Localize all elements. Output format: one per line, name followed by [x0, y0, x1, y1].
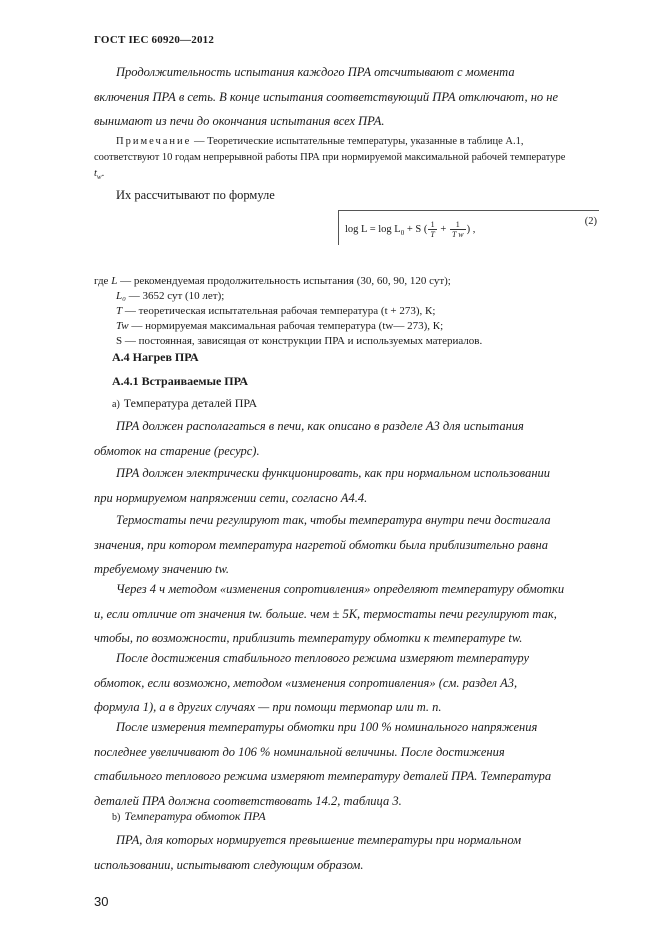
note-symbol-sub: w — [96, 173, 102, 182]
legend-item: Tw — нормируемая максимальная рабочая температура (tw— 273), К; — [116, 320, 444, 332]
text-line: Продолжительность испытания каждого ПРА отсчитывают с момента — [116, 65, 515, 79]
paragraph-stable-regime: После достижения стабильного теплового режима измеряют температуру обмоток, если возможно, методом «изменения сопротивления» (см. раздел А3, формула 1), а в других случаях — при помощи термопар или т. п. — [94, 651, 530, 714]
paragraph-placement: ПРА должен располагаться в печи, как описано в разделе А3 для испытания обмоток на старение (ресурс). — [94, 419, 524, 458]
formula-box — [338, 210, 599, 245]
paragraph-thermostats: Термостаты печи регулируют так, чтобы температура внутри печи достигала значения, при котором температура нагретой обмотки была приблизительно равна требуемому значению tw. — [94, 513, 551, 576]
paragraph-operation: ПРА должен электрически функционировать, как при нормальном использовании при нормируемом напряжении сети, согласно А4.4. — [94, 466, 551, 505]
note-text: — Теоретические испытательные температуры, указанные в таблице А.1, — [191, 136, 524, 147]
formula-legend — [94, 274, 597, 349]
legend-item: где L — рекомендуемая продолжительность испытания (30, 60, 90, 120 сут); — [94, 275, 451, 287]
page-number: 30 — [94, 894, 109, 909]
paragraph-resistance-method: Через 4 ч методом «изменения сопротивления» определяют температуру обмотки и, если отличие от значения tw. больше. чем ± 5К, термостаты печи регулируют так, чтобы, по возможности, приблизить температуру обмотки к температуре tw. — [94, 582, 565, 645]
formula-number: (2) — [584, 216, 597, 227]
legend-item: T — теоретическая испытательная рабочая температура (t + 273), К; — [116, 305, 436, 317]
note-label: Примечание — [116, 136, 192, 147]
subsection-a: а) Температура деталей ПРА — [112, 396, 258, 410]
paragraph-overheat-test: ПРА, для которых нормируется превышение температуры при нормальном использовании, испытывают следующим образом. — [94, 833, 522, 872]
section-heading-a4: А.4 Нагрев ПРА — [112, 350, 199, 364]
text-line: включения ПРА в сеть. В конце испытания соответствующий ПРА отключают, но не — [94, 89, 559, 104]
formula-intro: Их рассчитывают по формуле — [116, 188, 275, 202]
document-header: ГОСТ IEC 60920—2012 — [94, 34, 215, 46]
paragraph-voltage-increase: После измерения температуры обмотки при 100 % номинального напряжения последнее увеличивают до 106 % номинальной величины. После достижения стабильного теплового режима измеряют температуру деталей ПРА. Температура деталей ПРА должна соответствовать 14.2, таблица 3. — [94, 720, 552, 808]
note-text: соответствуют 10 годам непрерывной работы ПРА при нормируемой максимальной рабочей температуре — [94, 152, 566, 163]
note-symbol: t — [94, 168, 97, 179]
paragraph-test-duration — [94, 60, 597, 134]
legend-item: S — постоянная, зависящая от конструкции ПРА и используемых материалов. — [116, 335, 483, 347]
note-block — [94, 134, 597, 185]
section-heading-a41: А.4.1 Встраиваемые ПРА — [112, 374, 249, 388]
legend-item: L₀ — 3652 сут (10 лет); — [116, 290, 225, 302]
subsection-b: b) Температура обмоток ПРА — [112, 809, 266, 823]
formula: $\log L = \log L_0 + S$ ( $\frac{1}{T}$ + $\frac{1}{\text{T w}}$ ) , — [345, 220, 476, 239]
text-line: вынимают из печи до окончания испытания всех ПРА. — [94, 114, 385, 128]
note-text: . — [101, 168, 105, 179]
